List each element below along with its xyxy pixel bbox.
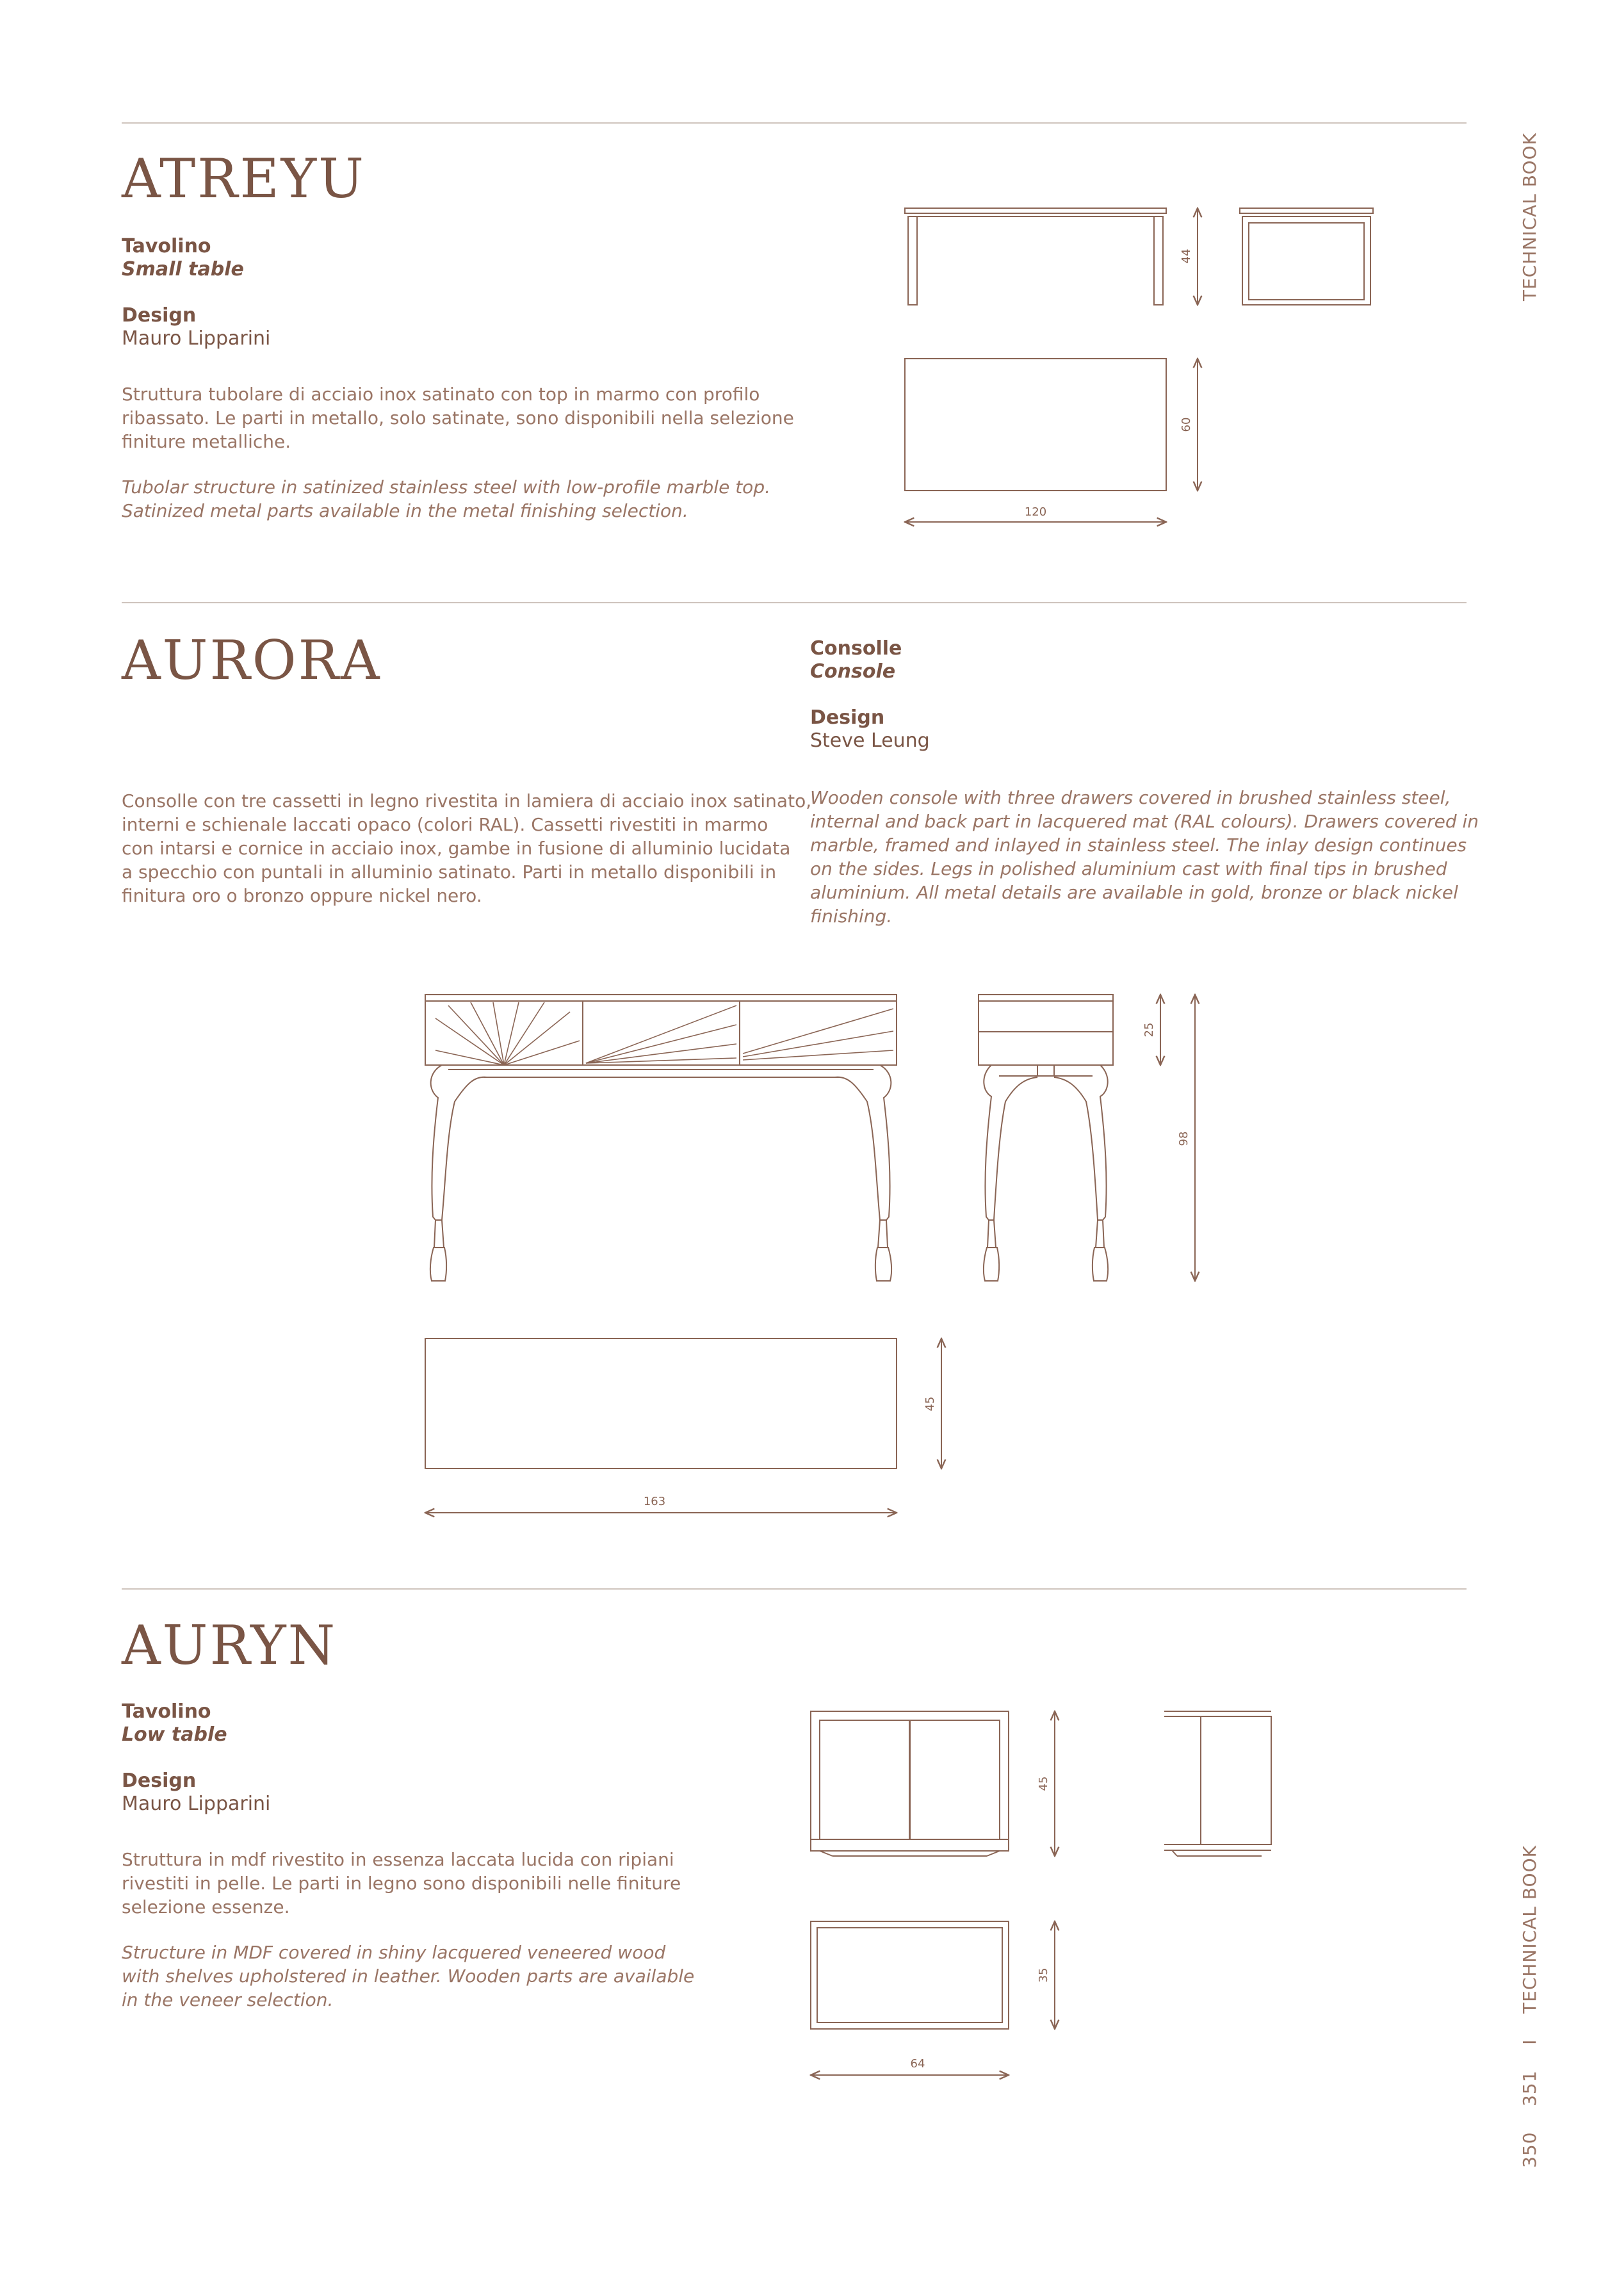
atreyu-dimension-width (905, 505, 1166, 522)
auryn-top-view (811, 1921, 1009, 2029)
aurora-top-view (425, 1339, 897, 1469)
product-type-en: Small table (122, 258, 244, 281)
atreyu-dimension-height (1180, 208, 1198, 305)
auryn-dimension-height (1037, 1711, 1055, 1856)
product-type-en: Low table (122, 1723, 227, 1746)
dimension-label: 35 (1037, 1967, 1050, 1983)
design-label: Design (122, 1770, 197, 1792)
auryn-dimension-width (811, 2057, 1009, 2075)
designer-name: Steve Leung (810, 729, 930, 752)
dimension-label: 45 (923, 1396, 937, 1412)
footer-label: TECHNICAL BOOK (1519, 1845, 1540, 2014)
dimension-label: 25 (1142, 1022, 1156, 1038)
page-number-left: 350 (1519, 2131, 1540, 2168)
design-label: Design (810, 706, 885, 729)
product-type: Tavolino (122, 1700, 211, 1723)
dimension-label: 163 (643, 1495, 666, 1508)
product-type: Tavolino (122, 235, 211, 257)
aurora-dimension-drawer (1142, 995, 1160, 1065)
product-type-en: Console (810, 660, 896, 683)
dimension-label: 60 (1180, 417, 1193, 432)
designer-name: Mauro Lipparini (122, 1793, 271, 1815)
atreyu-side-view (1240, 208, 1373, 305)
auryn-front-view (811, 1711, 1009, 1856)
aurora-front-view (425, 995, 897, 1281)
product-title-auryn: AURYN (122, 1614, 337, 1677)
dimension-label: 98 (1177, 1131, 1191, 1146)
description-en: Structure in MDF covered in shiny lacquered veneered wood with shelves upholstered in leather. Wooden parts are available in the veneer selection. (122, 1942, 695, 2010)
product-type: Consolle (810, 637, 902, 660)
description-en: Tubolar structure in satinized stainless steel with low-profile marble top. Satinized metal parts available in the metal finishing selection. (122, 476, 770, 521)
designer-name: Mauro Lipparini (122, 327, 271, 350)
aurora-dimension-depth (923, 1339, 941, 1469)
footer-separator: I (1519, 2039, 1540, 2045)
design-label: Design (122, 304, 197, 327)
description-it: Consolle con tre cassetti in legno rivestita in lamiera di acciaio inox satinato, interni e schienale laccati opaco (colori RAL). Cassetti rivestiti in marmo con intarsi e cornice in acciaio inox, gambe in fusione di alluminio lucidata a specchio con puntali in alluminio satinato. Parti in metallo disponibili in finitura oro o bronzo oppure nickel nero. (122, 790, 812, 906)
aurora-dimension-height (1177, 995, 1195, 1281)
dimension-label: 45 (1037, 1776, 1050, 1791)
atreyu-front-view (905, 208, 1166, 305)
aurora-dimension-width (425, 1495, 897, 1513)
description-en: Wooden console with three drawers covered in brushed stainless steel, internal and back part in lacquered mat (RAL colours). Drawers covered in marble, framed and inlayed in stainless steel. The inlay design continues on the sides. Legs in polished aluminium cast with final tips in brushed aluminium. All metal details are available in gold, bronze or black nickel finishing. (810, 787, 1479, 927)
atreyu-dimension-depth (1180, 359, 1198, 491)
product-title-atreyu: ATREYU (122, 147, 366, 210)
dimension-label: 64 (910, 2057, 925, 2071)
side-header: TECHNICAL BOOK (1519, 133, 1540, 301)
page-number-right: 351 (1519, 2070, 1540, 2106)
description-it: Struttura tubolare di acciaio inox satinato con top in marmo con profilo ribassato. Le parti in metallo, solo satinate, sono disponibili nella selezione finiture metalliche. (122, 384, 794, 452)
atreyu-top-view (905, 359, 1166, 491)
dimension-label: 44 (1180, 248, 1193, 264)
auryn-dimension-depth (1037, 1921, 1055, 2029)
product-title-aurora: AURORA (122, 629, 382, 692)
aurora-side-view (979, 995, 1113, 1281)
description-it: Struttura in mdf rivestito in essenza laccata lucida con ripiani rivestiti in pelle. Le parti in legno sono disponibili nelle finiture selezione essenze. (122, 1849, 681, 1917)
auryn-side-view (1164, 1711, 1271, 1856)
dimension-label: 120 (1024, 505, 1047, 519)
